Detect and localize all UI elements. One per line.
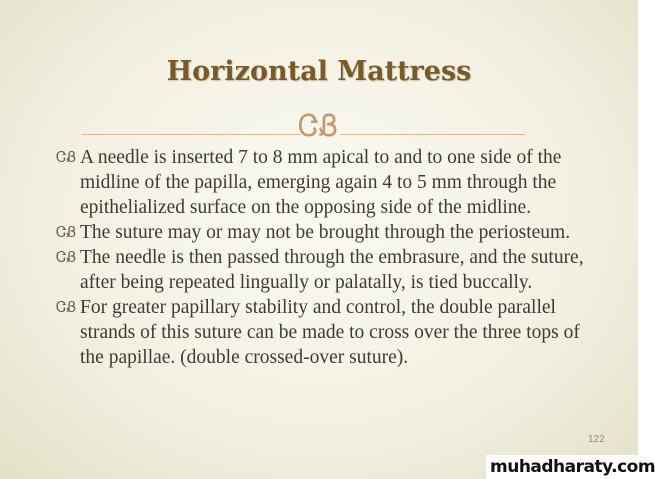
bullet-item <box>56 295 596 370</box>
bullet-ornament-icon: ᏣᏰ <box>56 223 77 241</box>
bullet-ornament-icon: ᏣᏰ <box>56 248 77 266</box>
slide-title: Horizontal Mattress <box>166 56 472 87</box>
divider-ornament-icon: ᏣᏰ <box>298 109 339 144</box>
watermark-link[interactable]: muhadharaty.com <box>486 455 638 479</box>
bullet-text: For greater papillary stability and control, the double parallel strands of this suture can be made to cross over the three tops of the papillae. (double crossed-over suture). <box>80 297 580 368</box>
bullet-ornament-icon: ᏣᏰ <box>56 298 77 316</box>
bullet-ornament-icon: ᏣᏰ <box>56 148 77 166</box>
page-number: 122 <box>588 434 605 445</box>
bullet-item <box>56 220 596 245</box>
bullet-list <box>56 145 596 370</box>
title-divider-left <box>82 134 300 135</box>
bullet-text: The suture may or may not be brought through the periosteum. <box>80 222 571 243</box>
title-divider-right <box>340 134 525 135</box>
bullet-item <box>56 145 596 220</box>
bullet-text: The needle is then passed through the embrasure, and the suture, after being repeated lingually or palatally, is tied buccally. <box>80 247 584 293</box>
bullet-text: A needle is inserted 7 to 8 mm apical to and to one side of the midline of the papilla, emerging again 4 to 5 mm through the epithelialized surface on the opposing side of the midline. <box>80 147 562 218</box>
bullet-item <box>56 245 596 295</box>
